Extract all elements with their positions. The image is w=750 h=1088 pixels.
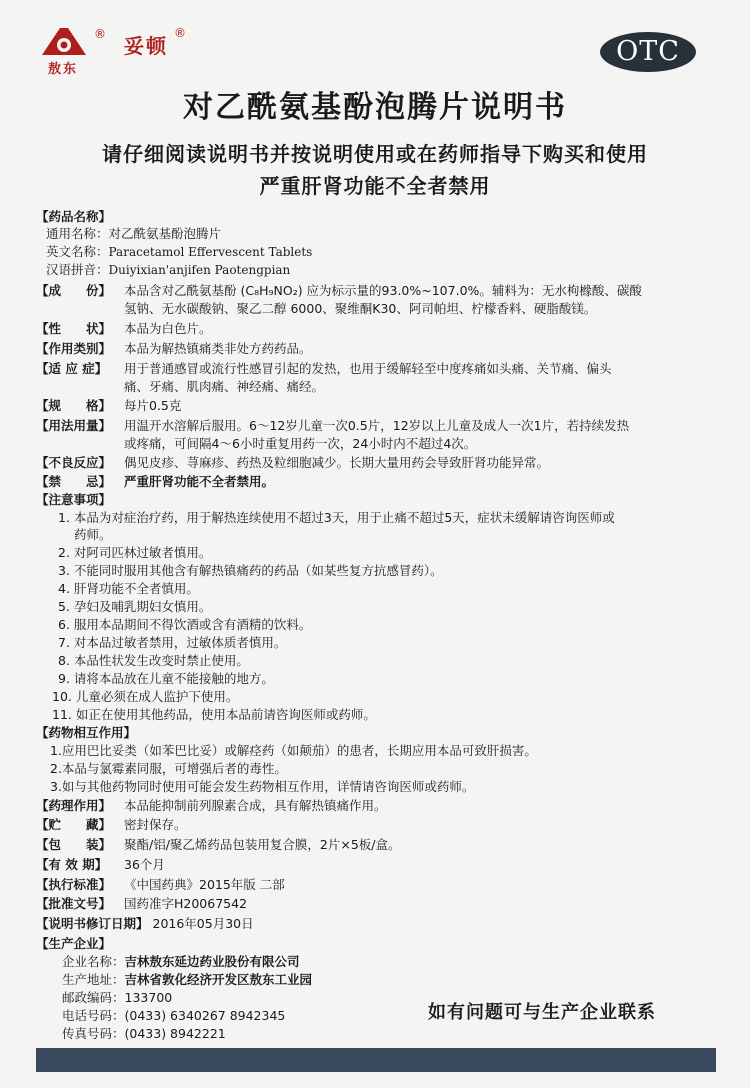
contraindication-text: 严重肝肾功能不全者禁用。: [124, 474, 275, 489]
precaution-item: 10. 儿童必须在成人监护下使用。: [52, 689, 239, 704]
interaction-item: 1.应用巴比妥类（如苯巴比妥）或解痉药（如颠茄）的患者，长期应用本品可致肝损害。: [50, 743, 537, 758]
document-title: 对乙酰氨基酚泡腾片说明书: [183, 90, 567, 125]
interaction-item: 3.如与其他药物同时使用可能会发生药物相互作用，详情请咨询医师或药师。: [50, 779, 475, 794]
usage-text-1: 用温开水溶解后服用。6～12岁儿童一次0.5片，12岁以上儿童及成人一次1片，若持续发热: [124, 418, 630, 433]
precaution-item: 7. 对本品过敏者禁用，过敏体质者慎用。: [58, 635, 287, 650]
storage-text: 密封保存。: [124, 817, 187, 832]
contact-note: 如有问题可与生产企业联系: [428, 1002, 656, 1023]
manufacturer-fax-value: (0433) 8942221: [124, 1026, 226, 1041]
pinyin-name-label: 汉语拼音：: [46, 262, 109, 277]
pinyin-name-value: Duiyixian'anjifen Paotengpian: [108, 263, 291, 277]
package-text: 聚酯/铝/聚乙烯药品包装用复合膜，2片×5板/盒。: [124, 837, 401, 852]
manufacturer-address-row: [62, 971, 312, 988]
package-row: [36, 836, 401, 853]
composition-label: 【成 份】: [36, 283, 112, 298]
pharmacology-text: 本品能抑制前列腺素合成，具有解热镇痛作用。: [124, 798, 387, 813]
adverse-text: 偶见皮疹、荨麻疹、药热及粒细胞减少。长期大量用药会导致肝肾功能异常。: [124, 455, 550, 470]
contraindication-warning: 严重肝肾功能不全者禁用: [259, 174, 491, 198]
manufacturer-phone-row: [62, 1007, 285, 1024]
section-heading-drug-name: 【药品名称】: [36, 209, 112, 224]
indications-text-1: 用于普通感冒或流行性感冒引起的发热，也用于缓解轻至中度疼痛如头痛、关节痛、偏头: [124, 361, 612, 376]
manufacturer-name-label: 企业名称：: [62, 954, 125, 969]
composition-text-1: 本品含对乙酰氨基酚 (C₈H₉NO₂) 应为标示量的93.0%~107.0%。辅料为：无水枸橼酸、碳酸: [124, 283, 642, 298]
properties-row: [36, 320, 212, 337]
approval-row: [36, 895, 247, 912]
composition-text-2: 氢钠、无水碳酸钠、聚乙二醇 6000、聚维酮K30、阿司帕坦、柠檬香料、硬脂酸镁。: [124, 301, 597, 316]
usage-text-2: 或疼痛，可间隔4～6小时重复用药一次，24小时内不超过4次。: [124, 436, 477, 451]
manufacturer-address-value: 吉林省敦化经济开发区敖东工业园: [124, 972, 313, 987]
interaction-item: 2.本品与氯霉素同服，可增强后者的毒性。: [50, 761, 287, 776]
usage-label: 【用法用量】: [36, 418, 112, 433]
common-name-label: 通用名称：: [46, 226, 109, 241]
package-label: 【包 装】: [36, 837, 112, 852]
revision-text: 2016年05月30日: [152, 916, 254, 931]
english-name-label: 英文名称：: [46, 244, 109, 259]
usage-warning: 请仔细阅读说明书并按说明使用或在药师指导下购买和使用: [102, 142, 648, 166]
pinyin-name-row: [46, 261, 290, 279]
validity-label: 【有 效 期】: [36, 857, 108, 872]
standard-text: 《中国药典》2015年版 二部: [124, 877, 285, 892]
storage-row: [36, 816, 187, 833]
footer-bar: [36, 1048, 716, 1072]
spec-label: 【规 格】: [36, 398, 112, 413]
approval-text: 国药准字H20067542: [124, 896, 248, 911]
section-heading-precautions: 【注意事项】: [36, 492, 112, 507]
contraindication-label: 【禁 忌】: [36, 474, 112, 489]
category-text: 本品为解热镇痛类非处方药药品。: [124, 341, 312, 356]
precaution-item: 9. 请将本品放在儿童不能接触的地方。: [58, 671, 274, 686]
approval-label: 【批准文号】: [36, 896, 112, 911]
manufacturer-postcode-label: 邮政编码：: [62, 990, 125, 1005]
english-name-row: [46, 243, 312, 261]
usage-row: [36, 417, 629, 434]
brand-name-registered-mark: ®: [174, 26, 186, 40]
precaution-item: 6. 服用本品期间不得饮酒或含有酒精的饮料。: [58, 617, 312, 632]
category-label: 【作用类别】: [36, 341, 112, 356]
spec-text: 每片0.5克: [124, 398, 182, 413]
indications-label: 【适 应 症】: [36, 361, 108, 376]
section-heading-manufacturer: 【生产企业】: [36, 936, 112, 951]
common-name-row: [46, 225, 221, 242]
precaution-item: 2. 对阿司匹林过敏者慎用。: [58, 545, 212, 560]
precaution-item: 3. 不能同时服用其他含有解热镇痛药的药品（如某些复方抗感冒药）。: [58, 563, 443, 578]
precaution-item: 4. 肝肾功能不全者慎用。: [58, 581, 199, 596]
english-name-value: Paracetamol Effervescent Tablets: [108, 245, 313, 259]
revision-row: [36, 915, 254, 932]
brand-sub-name: 敖东: [48, 62, 79, 77]
brand-registered-mark: ®: [94, 27, 106, 41]
category-row: [36, 340, 312, 357]
manufacturer-fax-label: 传真号码：: [62, 1026, 125, 1041]
manufacturer-postcode-row: [62, 989, 172, 1006]
manufacturer-postcode-value: 133700: [124, 990, 173, 1005]
precaution-item: 药师。: [74, 527, 112, 542]
properties-text: 本品为白色片。: [124, 321, 212, 336]
brand-name: 妥顿: [124, 34, 168, 58]
precaution-item: 8. 本品性状发生改变时禁止使用。: [58, 653, 249, 668]
manufacturer-name-value: 吉林敖东延边药业股份有限公司: [124, 954, 300, 969]
validity-text: 36个月: [124, 857, 165, 872]
otc-badge: OTC: [600, 32, 696, 72]
manufacturer-phone-label: 电话号码：: [62, 1008, 125, 1023]
common-name-value: 对乙酰氨基酚泡腾片: [108, 226, 222, 241]
storage-label: 【贮 藏】: [36, 817, 112, 832]
manufacturer-name-row: [62, 953, 300, 970]
revision-label: 【说明书修订日期】: [36, 916, 149, 931]
manufacturer-fax-row: [62, 1025, 226, 1042]
precaution-item: 11. 如正在使用其他药品，使用本品前请咨询医师或药师。: [52, 707, 376, 722]
standard-row: [36, 876, 285, 893]
pharmacology-label: 【药理作用】: [36, 798, 112, 813]
adverse-label: 【不良反应】: [36, 455, 112, 470]
pharmacology-row: [36, 797, 387, 814]
manufacturer-address-label: 生产地址：: [62, 972, 125, 987]
precaution-item: 5. 孕妇及哺乳期妇女慎用。: [58, 599, 212, 614]
composition-row: [36, 282, 642, 299]
indications-text-2: 痛、牙痛、肌肉痛、神经痛、痛经。: [124, 379, 325, 394]
contraindication-row: [36, 473, 274, 490]
precaution-item: 1. 本品为对症治疗药，用于解热连续使用不超过3天，用于止痛不超过5天，症状未缓解请咨询医师或: [58, 510, 615, 525]
section-heading-interactions: 【药物相互作用】: [36, 725, 137, 740]
spec-row: [36, 397, 181, 414]
indications-row: [36, 360, 612, 377]
brand-logo-icon: [40, 26, 88, 56]
adverse-row: [36, 454, 549, 471]
validity-row: [36, 856, 165, 873]
standard-label: 【执行标准】: [36, 877, 112, 892]
properties-label: 【性 状】: [36, 321, 112, 336]
manufacturer-phone-value: (0433) 6340267 8942345: [124, 1008, 286, 1023]
